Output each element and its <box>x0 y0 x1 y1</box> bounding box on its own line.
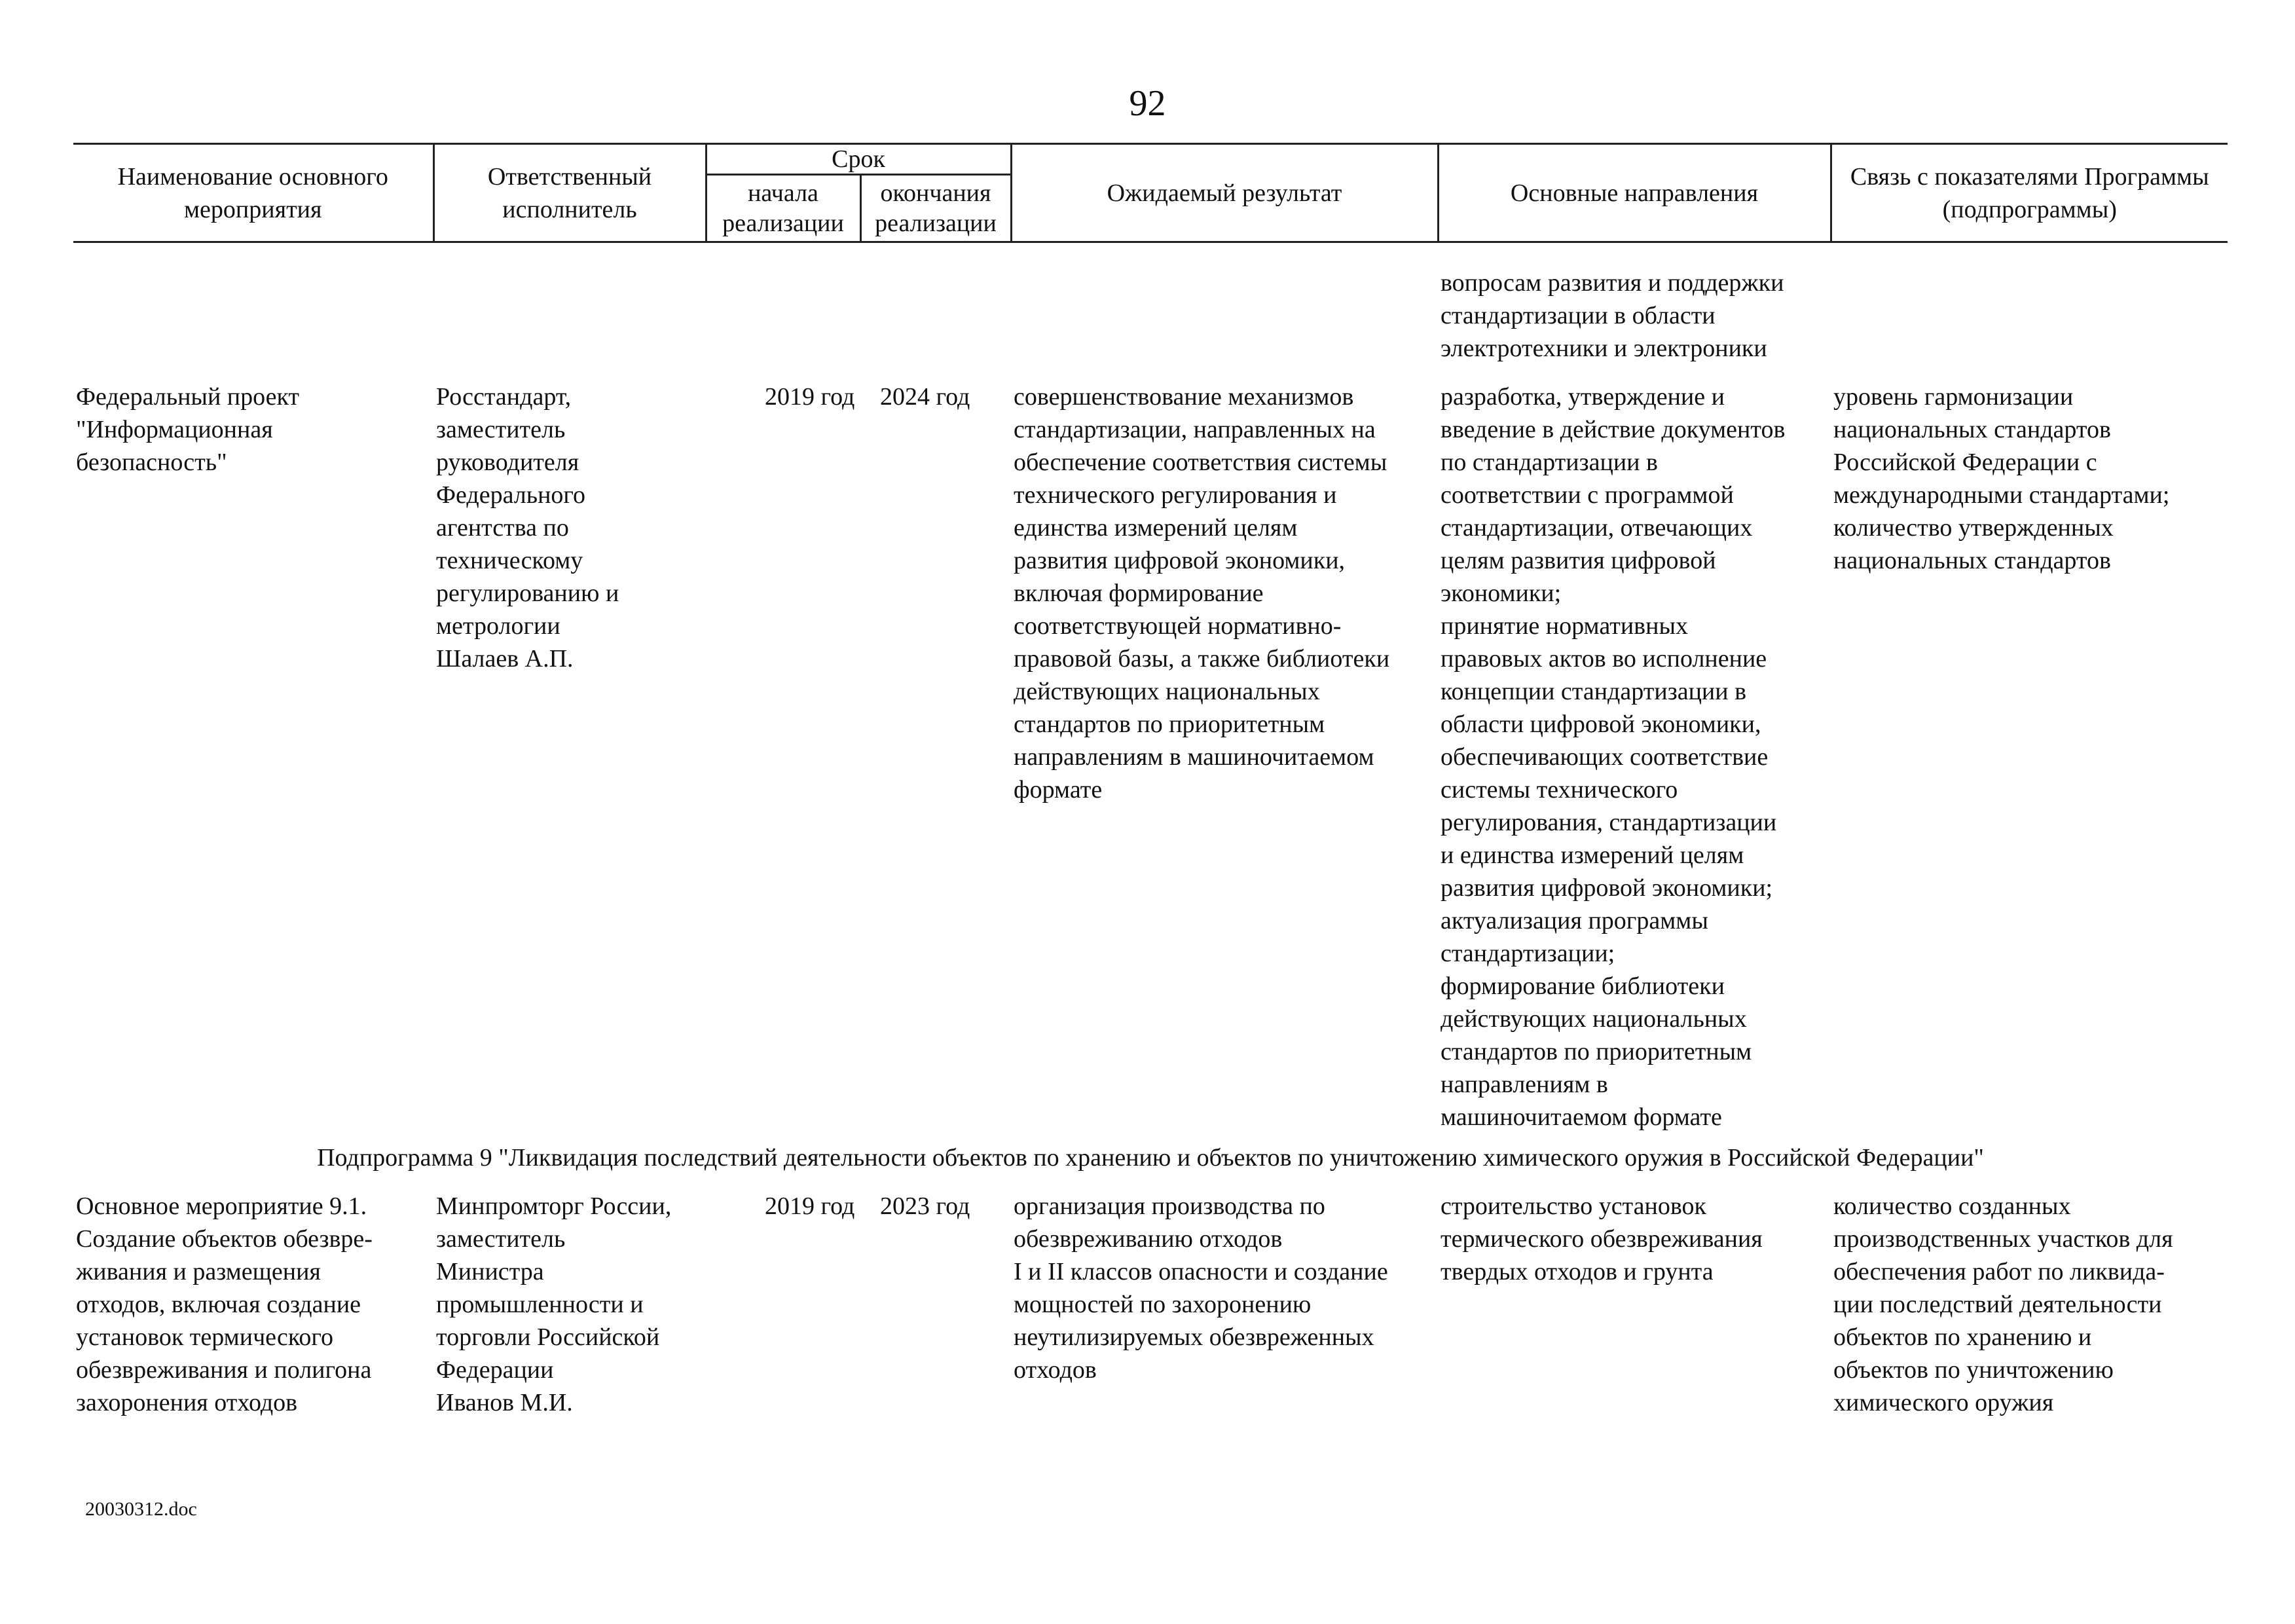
cell-end-year: 2024 год <box>880 383 970 411</box>
program-table <box>73 143 2228 1419</box>
cell-start-year: 2019 год <box>765 383 855 411</box>
table-header <box>73 144 2228 242</box>
cell-name: Основное мероприятие 9.1. Создание объектов обезвре- живания и размещения отходов, включая создание установок термического обезвреживания и полигона захоронения отходов <box>76 1192 373 1416</box>
cell-executor: Росстандарт, заместитель руководителя Федерального агентства по техническому регулированию и метрологии Шалаев А.П. <box>436 383 619 673</box>
cell-directions: вопросам развития и поддержки стандартизации в области электротехники и электроники <box>1441 269 1784 362</box>
cell-result: совершенствование механизмов стандартизации, направленных на обеспечение соответствия системы технического регулирования и единства измерений целям развития цифровой экономики, включая формирование соответствующей нормативно- правовой базы, а также библиотеки действующих национальных стандартов по приоритетным направлениям в машиночитаемом формате <box>1014 383 1390 803</box>
cell-start-year: 2019 год <box>765 1192 855 1220</box>
table-row-continuation <box>73 267 2228 365</box>
cell-directions: строительство установок термического обезвреживания твердых отходов и грунта <box>1441 1192 1763 1285</box>
cell-name: Федеральный проект "Информационная безопасность" <box>76 383 300 476</box>
header-result: Ожидаемый результат <box>1011 144 1438 242</box>
cell-indicators: количество созданных производственных участков для обеспечения работ по ликвида- ции последствий деятельности объектов по хранению и объектов по уничтожению химического оружия <box>1833 1192 2173 1416</box>
header-term: Срок <box>706 144 1011 175</box>
subprogram-heading: Подпрограмма 9 "Ликвидация последствий деятельности объектов по хранению и объектов по уничтожению химического оружия в Российской Федерации" <box>317 1144 1984 1172</box>
table-row <box>73 1190 2228 1419</box>
cell-directions: разработка, утверждение и введение в действие документов по стандартизации в соответствии с программой стандартизации, отвечающих целям развития цифровой экономики; принятие нормативных правовых актов во исполнение концепции стандартизации в области цифровой экономики, обеспечивающих соответствие системы технического регулирования, стандартизации и единства измерений целям развития цифровой экономики; актуализация программы стандартизации; формирование библиотеки действующих национальных стандартов по приоритетным направлениям в машиночитаемом формате <box>1441 383 1786 1131</box>
cell-executor: Минпромторг России, заместитель Министра промышленности и торговли Российской Федерации Иванов М.И. <box>436 1192 672 1416</box>
header-name: Наименование основного мероприятия <box>117 162 388 223</box>
cell-result: организация производства по обезвреживанию отходов I и II классов опасности и создание мощностей по захоронению неутилизируемых обезвреженных отходов <box>1014 1192 1388 1384</box>
header-term-start: начала реализации <box>706 175 860 242</box>
cell-end-year: 2023 год <box>880 1192 970 1220</box>
header-directions: Основные направления <box>1438 144 1831 242</box>
table-row <box>73 380 2228 1134</box>
header-term-end: окончания реализации <box>860 175 1011 242</box>
page-number: 92 <box>1129 83 1166 124</box>
cell-indicators: уровень гармонизации национальных стандартов Российской Федерации с международными стандартами; количество утвержденных национальных стандартов <box>1833 383 2170 574</box>
header-indicators: Связь с показателями Программы (подпрограммы) <box>1831 144 2228 242</box>
subprogram-heading-row <box>73 1134 2228 1190</box>
header-executor: Ответственный исполнитель <box>433 144 706 242</box>
document-filename: 20030312.doc <box>85 1498 197 1520</box>
